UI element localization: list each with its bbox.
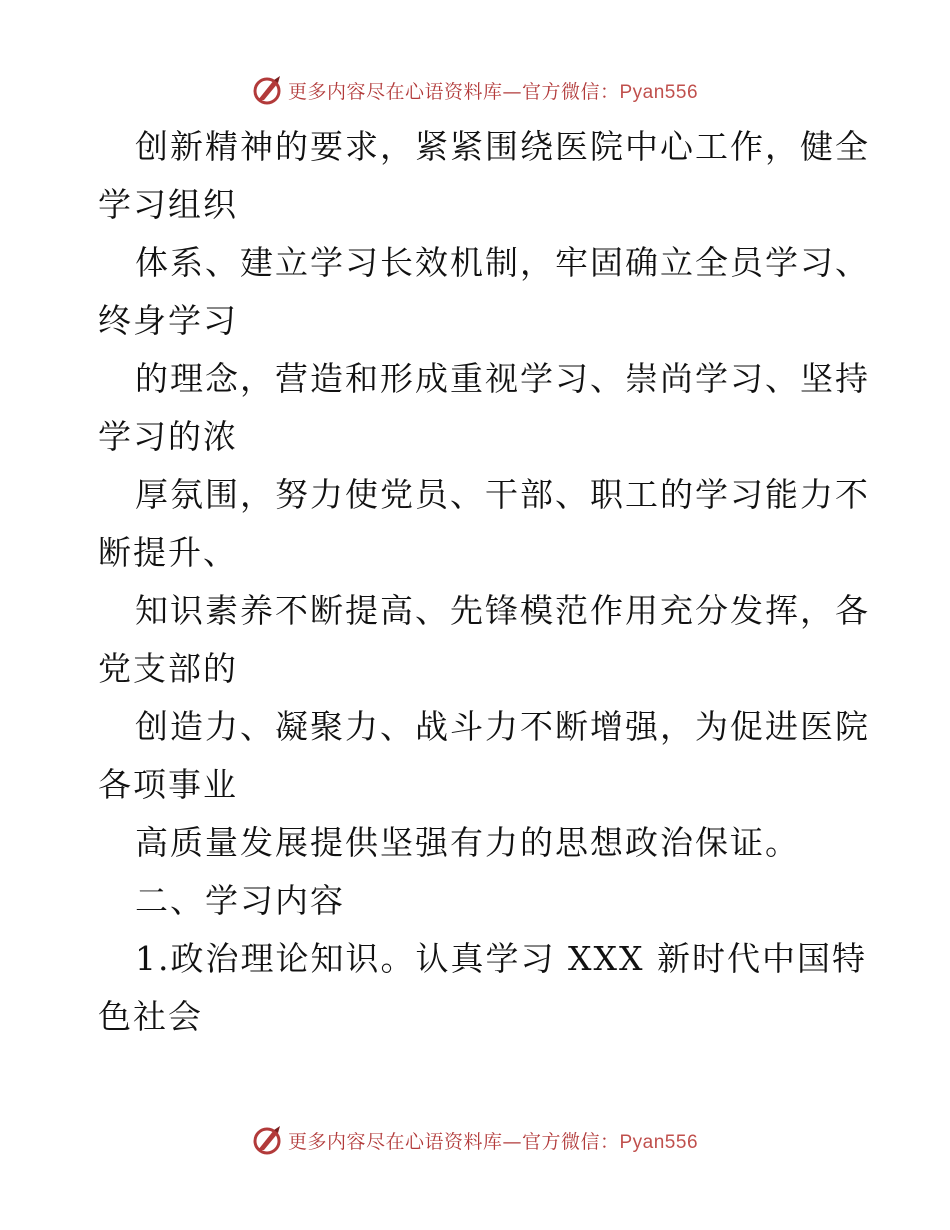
body-line: 高质量发展提供坚强有力的思想政治保证。	[135, 823, 800, 862]
footer-banner	[0, 1122, 950, 1158]
body-line: 学习的浓	[98, 417, 238, 456]
header-banner-text	[288, 77, 698, 104]
quill-pen-logo-icon	[252, 74, 284, 106]
body-line: 各项事业	[98, 765, 238, 804]
body-line: 色社会	[98, 997, 203, 1036]
header-banner	[0, 72, 950, 108]
footer-banner-id: Pyan556	[619, 1131, 699, 1153]
body-line: 断提升、	[98, 533, 238, 572]
header-banner-label: 更多内容尽在心语资料库—官方微信：	[287, 80, 620, 103]
footer-banner-label: 更多内容尽在心语资料库—官方微信：	[287, 1130, 620, 1153]
body-line: 创新精神的要求，紧紧围绕医院中心工作，健全	[135, 127, 870, 166]
body-line: 厚氛围，努力使党员、干部、职工的学习能力不	[135, 475, 870, 514]
body-line: 体系、建立学习长效机制，牢固确立全员学习、	[135, 243, 870, 282]
body-line: 知识素养不断提高、先锋模范作用充分发挥，各	[135, 591, 870, 630]
footer-banner-text	[288, 1127, 698, 1154]
body-line: 党支部的	[98, 649, 238, 688]
document-body	[98, 118, 870, 1046]
body-line: 学习组织	[98, 185, 238, 224]
quill-pen-logo-icon	[252, 1124, 284, 1156]
header-banner-id: Pyan556	[619, 81, 699, 103]
body-line: 的理念，营造和形成重视学习、崇尚学习、坚持	[135, 359, 870, 398]
section-heading: 二、学习内容	[135, 881, 345, 920]
body-line: 创造力、凝聚力、战斗力不断增强，为促进医院	[135, 707, 870, 746]
body-line: 1.政治理论知识。认真学习 XXX 新时代中国特	[135, 939, 867, 978]
body-line: 终身学习	[98, 301, 238, 340]
